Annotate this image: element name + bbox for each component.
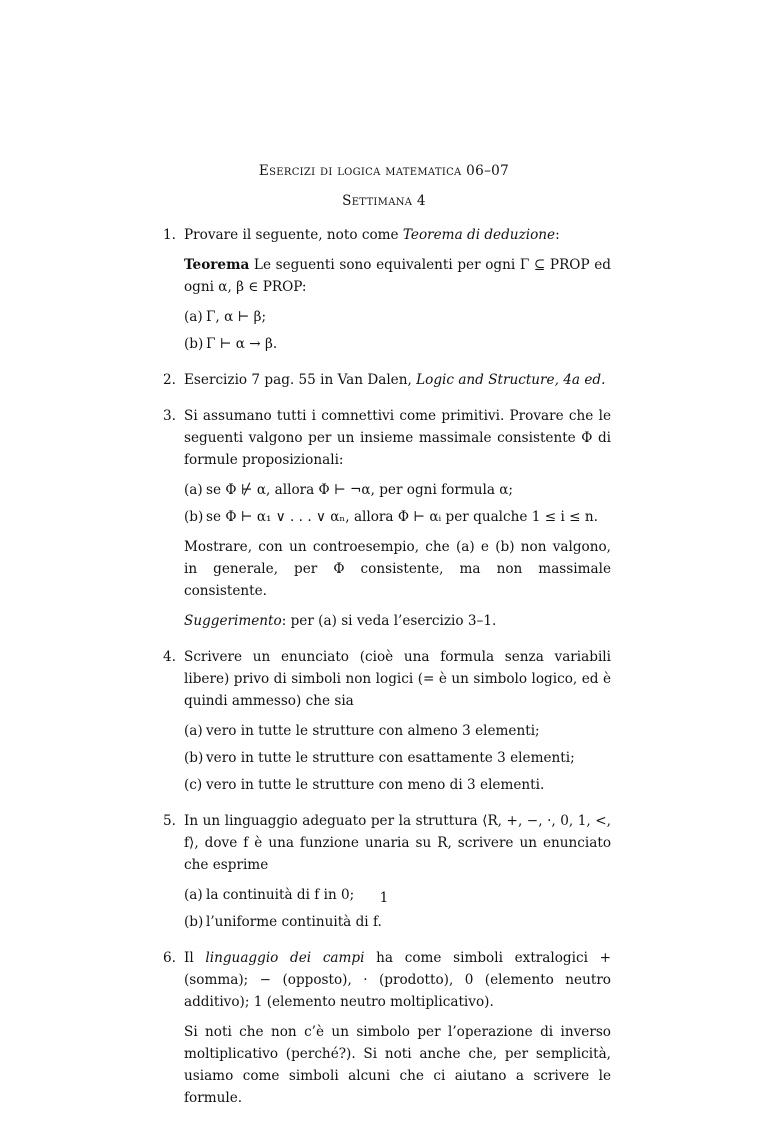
exercise-text: In un linguaggio adeguato per la struttura ⟨R, +, −, ·, 0, 1, <, f⟩, dove f è una funzione unaria su R, scrivere un enunciato che esprime	[184, 813, 611, 873]
sub-item: (a) Γ, α ⊢ β;	[184, 309, 267, 325]
page-number: 1	[379, 890, 389, 906]
exercise-list	[163, 224, 611, 1123]
exercise-text: Scrivere un enunciato (cioè una formula senza variabili libere) privo di simboli non logici (= è un simbolo logico, ed è quindi ammesso) che sia	[184, 649, 611, 709]
theorem-label: Teorema	[184, 257, 250, 273]
document-title: Esercizi di logica matematica 06–07	[258, 163, 510, 179]
exercise-hint: Suggerimento: per (a) si veda l’esercizio 3–1.	[184, 613, 497, 629]
sub-item: (b) se Φ ⊢ α₁ ∨ . . . ∨ αₙ, allora Φ ⊢ αᵢ per qualche 1 ≤ i ≤ n.	[184, 509, 598, 525]
sub-item: (a) vero in tutte le strutture con almeno 3 elementi;	[184, 723, 540, 739]
theorem-statement: Teorema Le seguenti sono equivalenti per ogni Γ ⊆ PROP ed ogni α, β ∈ PROP:	[184, 257, 611, 295]
sub-item: (c) vero in tutte le strutture con meno di 3 elementi.	[184, 777, 545, 793]
exercise-6	[163, 947, 611, 1109]
sub-list	[184, 479, 611, 528]
sub-item: (a) la continuità di f in 0;	[184, 887, 355, 903]
exercise-2	[163, 369, 611, 391]
week-heading: Settimana 4	[342, 193, 426, 209]
exercise-note: Si noti che non c’è un simbolo per l’operazione di inverso moltiplicativo (perché?). Si noti anche che, per semplicità, usiamo come simboli alcuni che ci aiutano a scrivere le formule.	[184, 1024, 611, 1106]
exercise-text: Si assumano tutti i comnettivi come primitivi. Provare che le seguenti valgono per un insieme massimale consistente Φ di formule proposizionali:	[184, 408, 611, 468]
exercise-text: Il linguaggio dei campi ha come simboli extralogici + (somma); − (opposto), · (prodotto), 0 (elemento neutro additivo); 1 (elemento neutro moltiplicativo).	[184, 950, 612, 1010]
exercise-number: 4.	[163, 649, 176, 665]
sub-list	[184, 720, 611, 796]
sub-item: (a) se Φ ⊬ α, allora Φ ⊢ ¬α, per ogni formula α;	[184, 482, 514, 498]
exercise-number: 5.	[163, 813, 176, 829]
exercise-number: 6.	[163, 950, 176, 966]
exercise-number: 3.	[163, 408, 176, 424]
exercise-text: Esercizio 7 pag. 55 in Van Dalen, Logic and Structure, 4a ed.	[184, 372, 606, 388]
exercise-text: Provare il seguente, noto come Teorema di deduzione:	[184, 227, 560, 243]
exercise-note: Mostrare, con un controesempio, che (a) e (b) non valgono, in generale, per Φ consistente, ma non massimale consistente.	[184, 539, 611, 599]
sub-item: (b) l’uniforme continuità di f.	[184, 914, 382, 930]
sub-item: (b) vero in tutte le strutture con esattamente 3 elementi;	[184, 750, 575, 766]
exercise-3	[163, 405, 611, 632]
exercise-4	[163, 646, 611, 796]
exercise-1	[163, 224, 611, 355]
sub-item: (b) Γ ⊢ α → β.	[184, 336, 278, 352]
exercise-number: 2.	[163, 372, 176, 388]
sub-list	[184, 306, 611, 355]
exercise-5	[163, 810, 611, 933]
exercise-number: 1.	[163, 227, 176, 243]
